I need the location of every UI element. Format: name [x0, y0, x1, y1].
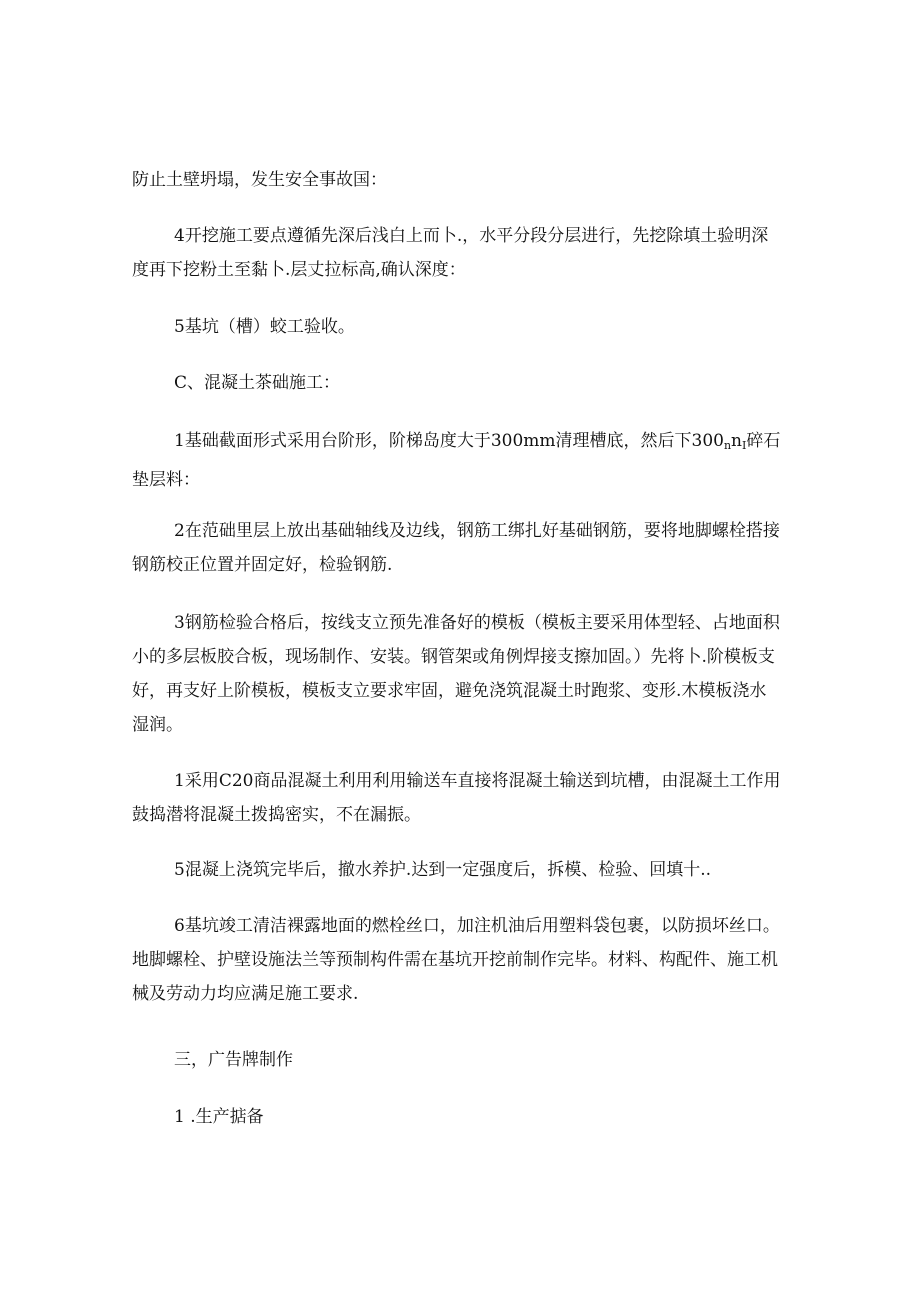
- paragraph-soil-wall: 防止土壁坍塌，发生安全事故国：: [132, 170, 387, 190]
- paragraph-formwork: 3钢筋检验合格后，按线支立预先准备好的模板（模板主要采用体型轻、占地面积小的多层板胶合板，现场制作、安装。钢管架或角例焊接支擦加固。）先将卜.阶模板支好，再支好上阶模板，模板支立要求牢固，避免浇筑混凝土时跑浆、变形.木模板浇水湿润。: [132, 613, 780, 735]
- foundation-text-suffix: 碎石垫层料：: [132, 431, 781, 490]
- section-heading-billboard: 三，广告牌制作: [174, 1050, 293, 1070]
- paragraph-pit-acceptance: 5基坑（槽）蛟工验收。: [174, 317, 355, 337]
- paragraph-foundation-section: [132, 424, 782, 497]
- section-heading-concrete-foundation: C、混凝土茶础施工：: [174, 373, 341, 393]
- foundation-subscript-2: I: [742, 439, 747, 452]
- paragraph-excavation-points: 4开挖施工要点遵循先深后浅白上而卜.，水平分段分层进行，先挖除填土验明深度再下挖粉土至黏卜.层丈拉标高,确认深度：: [132, 226, 769, 280]
- paragraph-concrete-pouring: 1采用C20商品混凝土利用利用输送车直接将混凝土输送到坑槽，由混凝土工作用鼓捣潜将混凝土拨捣密实，不在漏振。: [132, 771, 781, 825]
- foundation-text-mid: n: [731, 431, 742, 451]
- foundation-text-prefix: 1基础截面形式采用台阶形，阶梯岛度大于300mm清理槽底，然后下300: [174, 431, 724, 451]
- paragraph-rebar: 2在范础里层上放出基础轴线及边线，钢筋工绑扎好基础钢筋，要将地脚螺栓搭接钢筋校正位置并固定好，检验钢筋.: [132, 521, 780, 575]
- paragraph-curing: 5混凝上浇筑完毕后，撤水养护.达到一定强度后，拆模、检验、回填十..: [174, 860, 712, 880]
- foundation-subscript-1: n: [723, 439, 732, 452]
- paragraph-completion: 6基坑竣工清洁裸露地面的燃栓丝口，加注机油后用塑料袋包裹，以防损坏丝口。地脚螺栓、护壁设施法兰等预制构件需在基坑开挖前制作完毕。材料、构配件、施工机械及劳动力均应满足施工要求.: [132, 916, 780, 1004]
- subsection-heading-preparation: 1 .生产掂备: [174, 1107, 264, 1127]
